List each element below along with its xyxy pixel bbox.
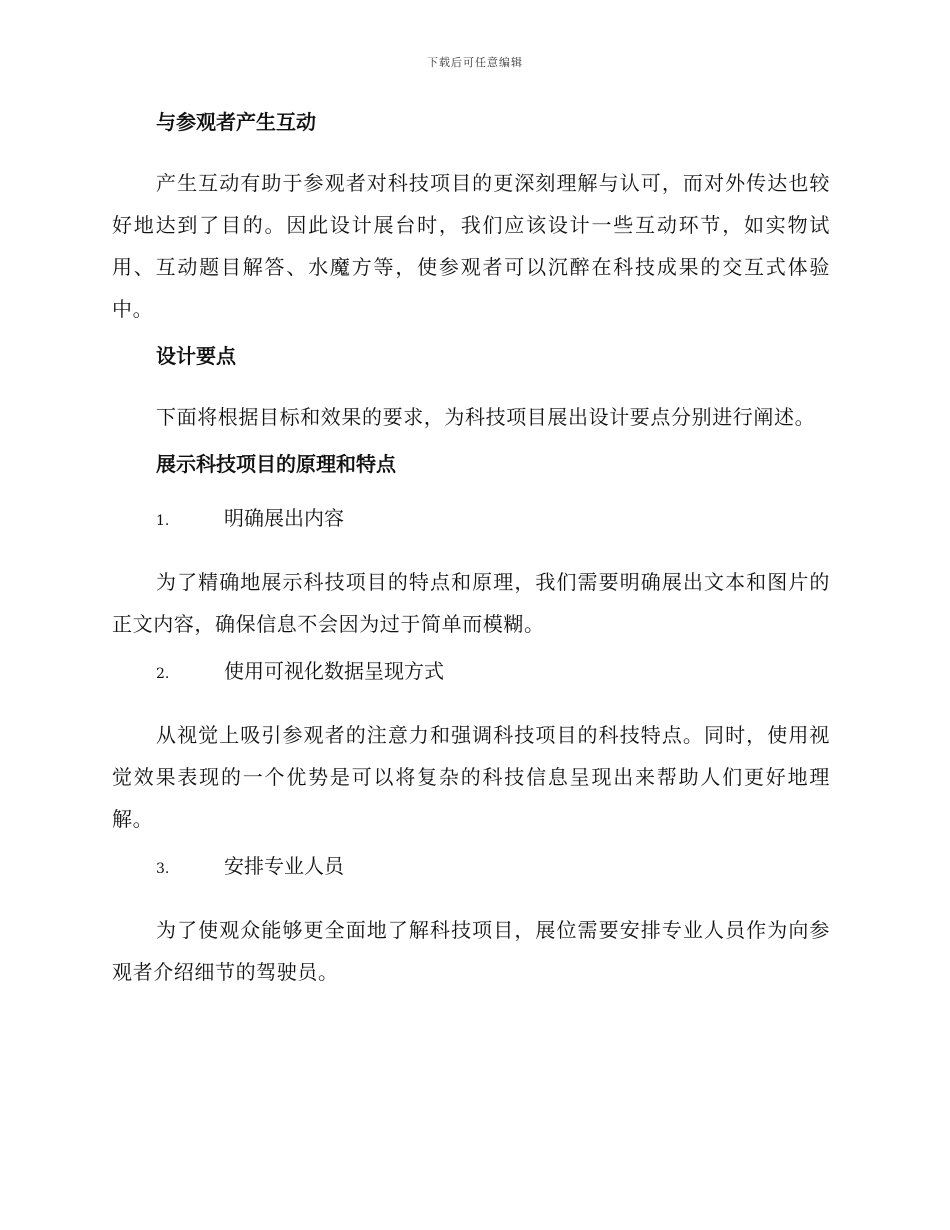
list-paragraph-3: 为了使观众能够更全面地了解科技项目，展位需要安排专业人员作为向参观者介绍细节的驾驶员。: [112, 918, 830, 984]
list-number: 1.: [156, 513, 170, 529]
section-paragraph-design-points: 下面将根据目标和效果的要求，为科技项目展出设计要点分别进行阐述。: [156, 405, 816, 429]
section-heading-interaction: 与参观者产生互动: [156, 110, 316, 134]
section-paragraph-interaction: 产生互动有助于参观者对科技项目的更深刻理解与认可，而对外传达也较好地达到了目的。因此设计展台时，我们应该设计一些互动环节，如实物试用、互动题目解答、水魔方等，使参观者可以沉醉在科技成果的交互式体验中。: [112, 171, 830, 321]
list-item-1: [156, 504, 830, 535]
page-header: 下载后可任意编辑: [427, 56, 523, 69]
list-title: 明确展出内容: [224, 506, 344, 530]
list-number: 3.: [156, 861, 170, 877]
document-body: [112, 108, 830, 1005]
list-item-3: [156, 852, 830, 883]
list-item-2: [156, 657, 830, 688]
list-paragraph-2: 从视觉上吸引参观者的注意力和强调科技项目的科技特点。同时，使用视觉效果表现的一个优势是可以将复杂的科技信息呈现出来帮助人们更好地理解。: [112, 723, 830, 831]
section-heading-design-points: 设计要点: [156, 344, 236, 368]
list-paragraph-1: 为了精确地展示科技项目的特点和原理，我们需要明确展出文本和图片的正文内容，确保信息不会因为过于简单而模糊。: [112, 570, 830, 636]
section-heading-principles: 展示科技项目的原理和特点: [156, 452, 396, 476]
list-title: 使用可视化数据呈现方式: [224, 659, 444, 683]
list-title: 安排专业人员: [224, 854, 344, 878]
list-number: 2.: [156, 666, 170, 682]
